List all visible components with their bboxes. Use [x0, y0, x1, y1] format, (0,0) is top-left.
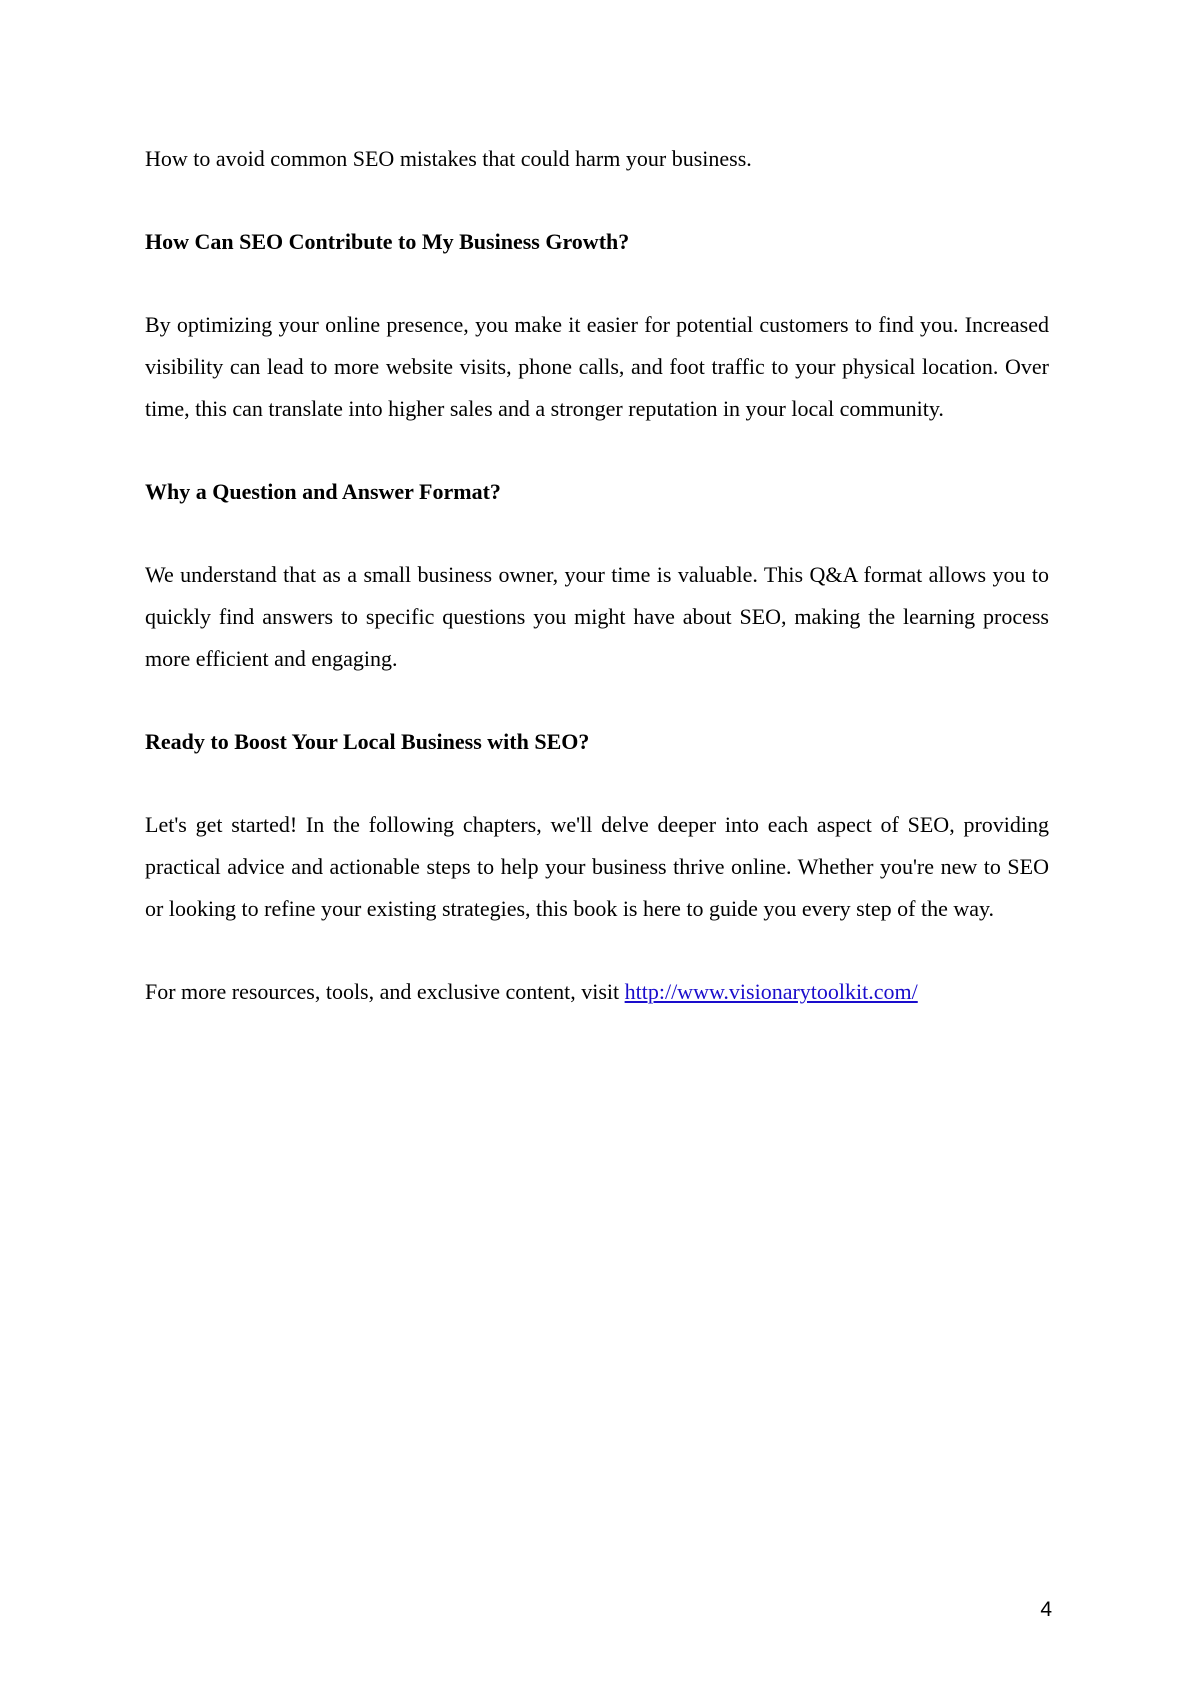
section-body-business-growth: By optimizing your online presence, you make it easier for potential customers to find you. Increased visibility can lead to more website visits, phone calls, and foot traffic to your physical location. Over time, this can translate into higher sales and a stronger reputation in your local community. — [145, 312, 1049, 421]
page-number: 4 — [1040, 1598, 1052, 1621]
section-heading-boost-business: Ready to Boost Your Local Business with SEO? — [145, 729, 590, 754]
closing-text: For more resources, tools, and exclusive content, visit — [145, 979, 625, 1004]
page-content — [145, 138, 1049, 1013]
website-link[interactable]: http://www.visionarytoolkit.com/ — [624, 979, 918, 1004]
section-body-qa-format: We understand that as a small business owner, your time is valuable. This Q&A format allows you to quickly find answers to specific questions you might have about SEO, making the learning process more efficient and engaging. — [145, 562, 1049, 671]
section-heading-business-growth: How Can SEO Contribute to My Business Growth? — [145, 229, 630, 254]
section-body-boost-business: Let's get started! In the following chapters, we'll delve deeper into each aspect of SEO, providing practical advice and actionable steps to help your business thrive online. Whether you're new to SEO or looking to refine your existing strategies, this book is here to guide you every step of the way. — [145, 812, 1049, 921]
section-heading-qa-format: Why a Question and Answer Format? — [145, 479, 501, 504]
closing-paragraph — [145, 971, 1049, 1013]
intro-line: How to avoid common SEO mistakes that could harm your business. — [145, 146, 752, 171]
